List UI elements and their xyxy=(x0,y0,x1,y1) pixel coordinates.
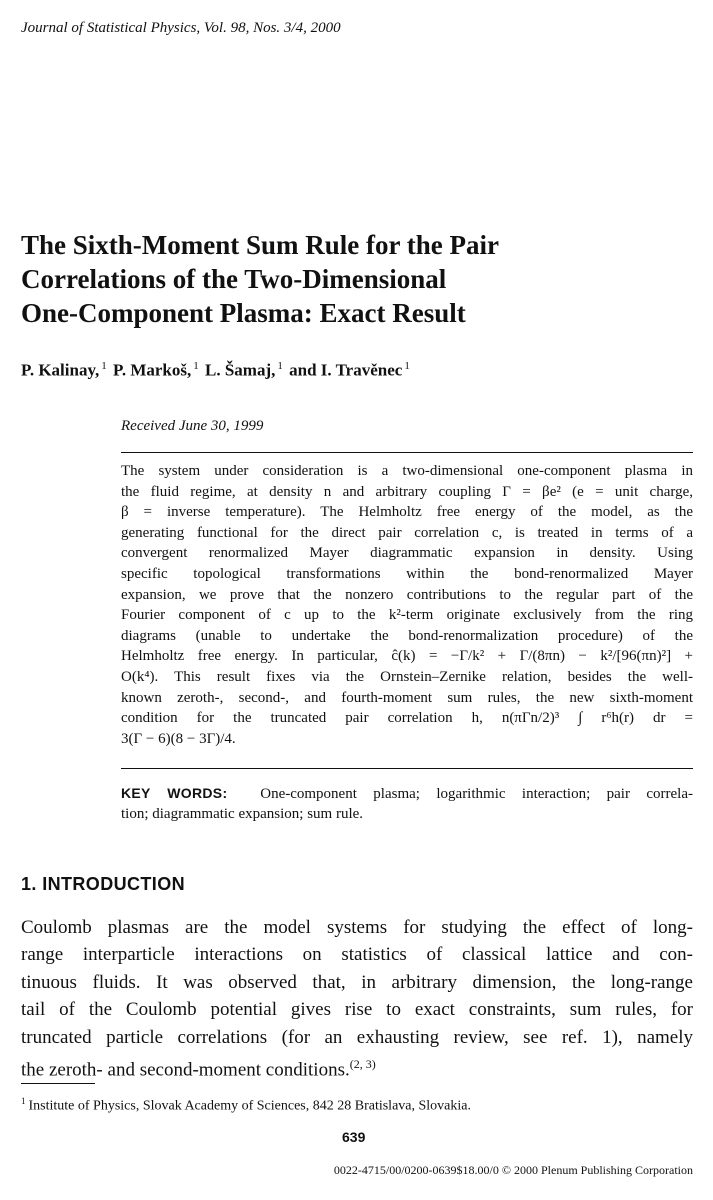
author-affiliation-mark: 1 xyxy=(101,360,107,372)
abstract-line: Fourier component of c up to the k²-term originate exclusively from the ring xyxy=(121,607,693,624)
abstract-line: convergent renormalized Mayer diagrammatic expansion in density. Using xyxy=(121,545,693,562)
abstract-bottom-rule xyxy=(121,768,693,769)
paragraph-line: Coulomb plasmas are the model systems for studying the effect of long- xyxy=(21,917,693,938)
citation-ref[interactable]: (2, 3) xyxy=(349,1057,376,1072)
abstract-line: specific topological transformations within the bond-renormalized Mayer xyxy=(121,565,693,582)
introduction-paragraph xyxy=(21,914,693,1084)
author-affiliation-mark: 1 xyxy=(277,360,283,372)
page-number: 639 xyxy=(342,1129,366,1145)
article-title xyxy=(21,228,701,330)
abstract-line: 3(Γ − 6)(8 − 3Γ)/4. xyxy=(121,730,236,747)
abstract-line: condition for the truncated pair correlation h, n(πΓn/2)³ ∫ r⁶h(r) dr = xyxy=(121,710,693,727)
abstract-line: Helmholtz free energy. In particular, ĉ(k) = −Γ/k² + Γ/(8πn) − k²/[96(πn)²] + xyxy=(121,648,693,665)
footnote xyxy=(21,1096,471,1115)
author-name: P. Kalinay, xyxy=(21,360,100,380)
abstract-line: The system under consideration is a two-dimensional one-component plasma in xyxy=(121,463,693,479)
author-list xyxy=(21,360,412,381)
abstract-line: generating functional for the direct pair correlation c, is treated in terms of a xyxy=(121,524,693,541)
journal-header: Journal of Statistical Physics, Vol. 98, Nos. 3/4, 2000 xyxy=(21,20,341,36)
author-affiliation-mark: 1 xyxy=(404,360,410,372)
author-affiliation-mark: 1 xyxy=(193,360,199,372)
paragraph-line-text: the zeroth- and second-moment conditions. xyxy=(21,1059,350,1081)
keywords xyxy=(121,783,693,824)
keywords-line xyxy=(121,783,693,804)
copyright-line: 0022-4715/00/0200-0639$18.00/0 © 2000 Plenum Publishing Corporation xyxy=(333,1163,693,1177)
keywords-text: One-component plasma; logarithmic interaction; pair correla- xyxy=(260,786,694,802)
section-heading: 1. INTRODUCTION xyxy=(21,874,186,894)
paragraph-line: range interparticle interactions on statistics of classical lattice and con- xyxy=(21,944,693,966)
abstract-line: O(k⁴). This result fixes via the Ornstein–Zernike relation, besides the well- xyxy=(121,668,693,685)
paragraph-line xyxy=(21,1051,693,1084)
author-name: L. Šamaj, xyxy=(205,360,276,380)
received-date: Received June 30, 1999 xyxy=(121,418,264,434)
footnote-rule xyxy=(21,1083,95,1084)
abstract xyxy=(121,461,693,749)
title-line: The Sixth-Moment Sum Rule for the Pair xyxy=(21,230,499,260)
keywords-line: tion; diagrammatic expansion; sum rule. xyxy=(121,806,364,822)
paragraph-line: truncated particle correlations (for an exhausting review, see ref. 1), namely xyxy=(21,1026,693,1048)
author-name: P. Markoš, xyxy=(113,360,192,380)
author-name: and I. Travěnec xyxy=(289,360,403,380)
footnote-mark: 1 xyxy=(21,1096,26,1106)
abstract-line: the fluid regime, at density n and arbitrary coupling Γ = βe² (e = unit charge, xyxy=(121,483,693,500)
abstract-line: known zeroth-, second-, and fourth-moment sum rules, the new sixth-moment xyxy=(121,689,693,706)
abstract-line: β = inverse temperature). The Helmholtz free energy of the model, as the xyxy=(121,504,693,521)
abstract-line: diagrams (unable to undertake the bond-renormalization procedure) of the xyxy=(121,627,693,644)
paragraph-line: tinuous fluids. It was observed that, in arbitrary dimension, the long-range xyxy=(21,971,693,993)
abstract-top-rule xyxy=(121,452,693,453)
title-line: Correlations of the Two-Dimensional xyxy=(21,264,447,294)
footnote-text: Institute of Physics, Slovak Academy of Sciences, 842 28 Bratislava, Slovakia. xyxy=(28,1098,471,1114)
paragraph-line: tail of the Coulomb potential gives rise to exact constraints, sum rules, for xyxy=(21,999,693,1021)
title-line: One-Component Plasma: Exact Result xyxy=(21,298,466,328)
keywords-label: KEY WORDS: xyxy=(121,785,228,801)
abstract-line: expansion, we prove that the nonzero contributions to the regular part of the xyxy=(121,586,693,603)
